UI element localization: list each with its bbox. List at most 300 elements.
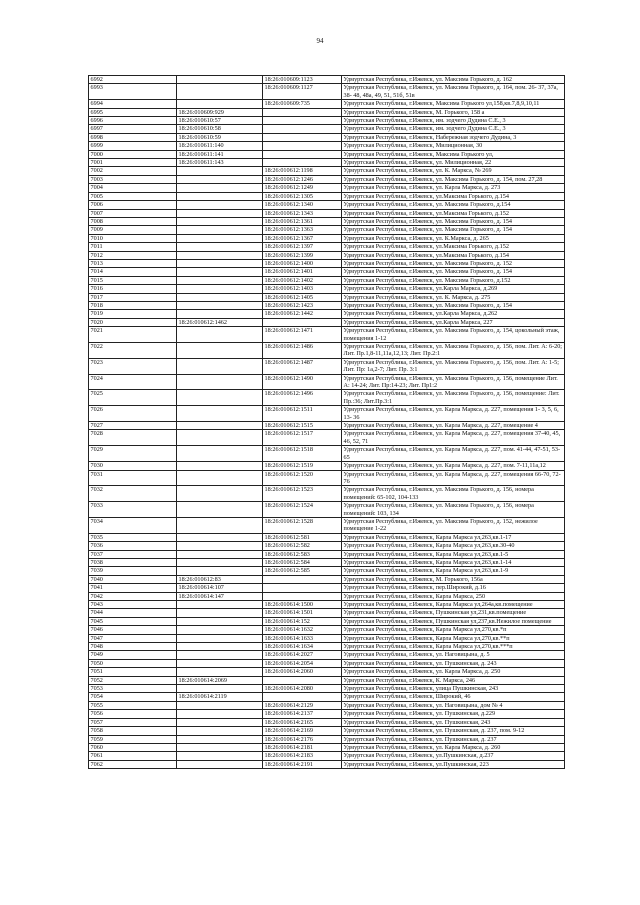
table-row [89, 693, 565, 701]
land-cadastral-number-cell [177, 668, 263, 676]
object-cadastral-number-cell [263, 125, 342, 133]
table-row [89, 390, 565, 406]
address-cell: Удмуртская Республика, г.Ижевск, М. Горького, 156а [342, 575, 565, 583]
row-number-cell: 7060 [89, 743, 177, 751]
land-cadastral-number-cell [177, 617, 263, 625]
address-cell: Удмуртская Республика, г.Ижевск, ул. Милиционная, 22 [342, 159, 565, 167]
object-cadastral-number-cell [263, 108, 342, 116]
row-number-cell: 6997 [89, 125, 177, 133]
address-cell: Удмуртская Республика, г.Ижевск, ул. Карла Маркса, д. 227, пом. 7-11,11а,12 [342, 462, 565, 470]
table-row [89, 76, 565, 84]
object-cadastral-number-cell: 18:26:010612:1402 [263, 276, 342, 284]
table-row [89, 251, 565, 259]
row-number-cell: 7024 [89, 374, 177, 390]
table-row [89, 159, 565, 167]
object-cadastral-number-cell [263, 133, 342, 141]
table-row [89, 651, 565, 659]
address-cell: Удмуртская Республика, г.Ижевск, ул. Максима Горького, д. 154 [342, 226, 565, 234]
row-number-cell: 7012 [89, 251, 177, 259]
address-cell: Удмуртская Республика, г.Ижевск, Милиционная, 30 [342, 142, 565, 150]
table-row [89, 117, 565, 125]
object-cadastral-number-cell: 18:26:010614:152 [263, 617, 342, 625]
table-row [89, 517, 565, 533]
row-number-cell: 7045 [89, 617, 177, 625]
object-cadastral-number-cell [263, 575, 342, 583]
page-number: 94 [316, 37, 324, 45]
address-cell: Удмуртская Республика, г.Ижевск, ул.Максима Горького, д.152 [342, 243, 565, 251]
address-cell: Удмуртская Республика, г.Ижевск, ул. К. Маркса, д. 275 [342, 293, 565, 301]
object-cadastral-number-cell: 18:26:010614:2183 [263, 752, 342, 760]
land-cadastral-number-cell [177, 651, 263, 659]
row-number-cell: 7008 [89, 217, 177, 225]
address-cell: Удмуртская Республика, г.Ижевск, ул. Максима Горького, д. 162 [342, 76, 565, 84]
address-cell: Удмуртская Республика, г.Ижевск, ул. Пушкинская, д.229 [342, 710, 565, 718]
address-cell: Удмуртская Республика, г.Ижевск, ул. Пушкинская, д. 237, пом. 9-12 [342, 727, 565, 735]
object-cadastral-number-cell [263, 117, 342, 125]
address-cell: Удмуртская Республика, г.Ижевск, Набережная зодчего Дудина, 3 [342, 133, 565, 141]
address-cell: Удмуртская Республика, г.Ижевск, М. Горького, 158 а [342, 108, 565, 116]
land-cadastral-number-cell [177, 743, 263, 751]
address-cell: Удмуртская Республика, г.Ижевск, Карла Маркса ул,263,кв.1-5 [342, 550, 565, 558]
row-number-cell: 7058 [89, 727, 177, 735]
row-number-cell: 7009 [89, 226, 177, 234]
row-number-cell: 7053 [89, 685, 177, 693]
object-cadastral-number-cell: 18:26:010614:2191 [263, 760, 342, 768]
object-cadastral-number-cell: 18:26:010612:1400 [263, 259, 342, 267]
object-cadastral-number-cell: 18:26:010612:1515 [263, 422, 342, 430]
address-cell: Удмуртская Республика, г.Ижевск, ул. К.Маркса, д. 265 [342, 234, 565, 242]
table-row [89, 592, 565, 600]
object-cadastral-number-cell [263, 142, 342, 150]
table-row [89, 259, 565, 267]
table-row [89, 301, 565, 309]
row-number-cell: 7035 [89, 533, 177, 541]
table-row [89, 201, 565, 209]
land-cadastral-number-cell [177, 310, 263, 318]
row-number-cell: 7031 [89, 470, 177, 486]
table-row [89, 558, 565, 566]
object-cadastral-number-cell: 18:26:010612:1343 [263, 209, 342, 217]
row-number-cell: 7025 [89, 390, 177, 406]
address-cell: Удмуртская Республика, г.Ижевск, ул. Максима Горького, д. 156, номера помещений: 103, 134 [342, 502, 565, 518]
address-cell: Удмуртская Республика, г.Ижевск, ул. Карла Маркса, д. 227, помещения 37-40, 45, 46, 52, 71 [342, 430, 565, 446]
object-cadastral-number-cell: 18:26:010612:1249 [263, 184, 342, 192]
land-cadastral-number-cell [177, 542, 263, 550]
address-cell: Удмуртская Республика, г.Ижевск, ул. Максима Горького, д. 164, пом. 26- 37, 37а, 38- 48, 48а, 49, 51, 51б, 51в [342, 84, 565, 100]
table-row [89, 617, 565, 625]
row-number-cell: 7011 [89, 243, 177, 251]
object-cadastral-number-cell: 18:26:010609:735 [263, 100, 342, 108]
object-cadastral-number-cell: 18:26:010612:1524 [263, 502, 342, 518]
object-cadastral-number-cell [263, 159, 342, 167]
table-row [89, 285, 565, 293]
object-cadastral-number-cell: 18:26:010612:1523 [263, 486, 342, 502]
land-cadastral-number-cell: 18:26:010609:929 [177, 108, 263, 116]
table-row [89, 358, 565, 374]
object-cadastral-number-cell: 18:26:010614:2137 [263, 710, 342, 718]
row-number-cell: 7049 [89, 651, 177, 659]
table-row [89, 659, 565, 667]
object-cadastral-number-cell: 18:26:010612:1518 [263, 446, 342, 462]
table-row [89, 634, 565, 642]
object-cadastral-number-cell [263, 693, 342, 701]
address-cell: Удмуртская Республика, г.Ижевск, им. зодчего Дудина С.Е., 3 [342, 125, 565, 133]
object-cadastral-number-cell: 18:26:010609:1127 [263, 84, 342, 100]
land-cadastral-number-cell: 18:26:010611:143 [177, 159, 263, 167]
object-cadastral-number-cell: 18:26:010612:1519 [263, 462, 342, 470]
row-number-cell: 7052 [89, 676, 177, 684]
table-row [89, 84, 565, 100]
land-cadastral-number-cell [177, 718, 263, 726]
row-number-cell: 7030 [89, 462, 177, 470]
land-cadastral-number-cell: 18:26:010612:1462 [177, 318, 263, 326]
row-number-cell: 7047 [89, 634, 177, 642]
row-number-cell: 7004 [89, 184, 177, 192]
registry-body [89, 76, 565, 769]
object-cadastral-number-cell: 18:26:010612:585 [263, 567, 342, 575]
land-cadastral-number-cell [177, 601, 263, 609]
table-row [89, 234, 565, 242]
row-number-cell: 7033 [89, 502, 177, 518]
address-cell: Удмуртская Республика, г.Ижевск, ул. Карла Маркса, д. 227, помещения 1- 3, 5, 6, 13- 36 [342, 406, 565, 422]
land-cadastral-number-cell [177, 517, 263, 533]
row-number-cell: 7023 [89, 358, 177, 374]
land-cadastral-number-cell [177, 243, 263, 251]
row-number-cell: 7059 [89, 735, 177, 743]
object-cadastral-number-cell [263, 318, 342, 326]
table-row [89, 446, 565, 462]
address-cell: Удмуртская Республика, г.Ижевск, ул. Максима Горького, д. 152, нежилое помещение 1-22 [342, 517, 565, 533]
address-cell: Удмуртская Республика, г.Ижевск, Пушкинская ул,231,кв.помещение [342, 609, 565, 617]
table-row [89, 167, 565, 175]
row-number-cell: 7051 [89, 668, 177, 676]
table-row [89, 100, 565, 108]
land-cadastral-number-cell: 18:26:010612:83 [177, 575, 263, 583]
row-number-cell: 6998 [89, 133, 177, 141]
land-cadastral-number-cell [177, 201, 263, 209]
address-cell: Удмуртская Республика, г.Ижевск, Широкий, 46 [342, 693, 565, 701]
object-cadastral-number-cell: 18:26:010612:584 [263, 558, 342, 566]
table-row [89, 150, 565, 158]
object-cadastral-number-cell: 18:26:010612:1442 [263, 310, 342, 318]
object-cadastral-number-cell: 18:26:010612:1367 [263, 234, 342, 242]
table-row [89, 676, 565, 684]
table-row [89, 701, 565, 709]
address-cell: Удмуртская Республика, г.Ижевск, ул. Карла Маркса, д. 227, пом. 41-44, 47-51, 53-65 [342, 446, 565, 462]
row-number-cell: 7048 [89, 643, 177, 651]
row-number-cell: 7021 [89, 327, 177, 343]
land-cadastral-number-cell [177, 446, 263, 462]
address-cell: Удмуртская Республика, г.Ижевск, Карла Маркса ул,264а,кв.помещение [342, 601, 565, 609]
object-cadastral-number-cell: 18:26:010614:2169 [263, 727, 342, 735]
land-cadastral-number-cell [177, 251, 263, 259]
address-cell: Удмуртская Республика, г.Ижевск, ул. Наговицына, д. 5 [342, 651, 565, 659]
land-cadastral-number-cell [177, 259, 263, 267]
object-cadastral-number-cell [263, 676, 342, 684]
land-cadastral-number-cell: 18:26:010611:141 [177, 150, 263, 158]
row-number-cell: 7019 [89, 310, 177, 318]
land-cadastral-number-cell [177, 486, 263, 502]
address-cell: Удмуртская Республика, г.Ижевск, ул. Карла Маркса, д. 260 [342, 743, 565, 751]
object-cadastral-number-cell: 18:26:010614:1634 [263, 643, 342, 651]
land-cadastral-number-cell: 18:26:010614:147 [177, 592, 263, 600]
row-number-cell: 7050 [89, 659, 177, 667]
address-cell: Удмуртская Республика, г.Ижевск, Карла Маркса ул,263,кв.1-14 [342, 558, 565, 566]
row-number-cell: 7005 [89, 192, 177, 200]
land-cadastral-number-cell [177, 659, 263, 667]
object-cadastral-number-cell: 18:26:010612:1405 [263, 293, 342, 301]
land-cadastral-number-cell: 18:26:010614:107 [177, 584, 263, 592]
address-cell: Удмуртская Республика, г.Ижевск, Карла Маркса, 250 [342, 592, 565, 600]
row-number-cell: 7046 [89, 626, 177, 634]
address-cell: Удмуртская Республика, г.Ижевск, ул.Карла Маркса, 227 [342, 318, 565, 326]
object-cadastral-number-cell: 18:26:010612:1471 [263, 327, 342, 343]
land-cadastral-number-cell: 18:26:010614:2069 [177, 676, 263, 684]
address-cell: Удмуртская Республика, г.Ижевск, ул. Максима Горького, д. 156, помещение Лит. А: 14-24; Лит. Пр:14-23; Лит. Пр1:2 [342, 374, 565, 390]
row-number-cell: 7015 [89, 276, 177, 284]
address-cell: Удмуртская Республика, г.Ижевск, Карла Маркса ул,270,кв.**п [342, 634, 565, 642]
table-row [89, 668, 565, 676]
object-cadastral-number-cell: 18:26:010612:1496 [263, 390, 342, 406]
row-number-cell: 6992 [89, 76, 177, 84]
table-row [89, 184, 565, 192]
land-cadastral-number-cell [177, 84, 263, 100]
land-cadastral-number-cell [177, 226, 263, 234]
row-number-cell: 7007 [89, 209, 177, 217]
land-cadastral-number-cell [177, 390, 263, 406]
row-number-cell: 7017 [89, 293, 177, 301]
row-number-cell: 7062 [89, 760, 177, 768]
row-number-cell: 7032 [89, 486, 177, 502]
row-number-cell: 6994 [89, 100, 177, 108]
table-row [89, 343, 565, 359]
table-row [89, 727, 565, 735]
address-cell: Удмуртская Республика, г.Ижевск, ул. Максима Горького, д. 154 [342, 301, 565, 309]
table-row [89, 226, 565, 234]
row-number-cell: 7054 [89, 693, 177, 701]
land-cadastral-number-cell [177, 422, 263, 430]
table-row [89, 125, 565, 133]
land-cadastral-number-cell [177, 626, 263, 634]
object-cadastral-number-cell: 18:26:010612:1198 [263, 167, 342, 175]
land-cadastral-number-cell [177, 343, 263, 359]
land-cadastral-number-cell [177, 567, 263, 575]
land-cadastral-number-cell [177, 217, 263, 225]
row-number-cell: 6999 [89, 142, 177, 150]
land-cadastral-number-cell [177, 752, 263, 760]
table-row [89, 374, 565, 390]
row-number-cell: 7057 [89, 718, 177, 726]
address-cell: Удмуртская Республика, г.Ижевск, ул.Пушкинская, 223 [342, 760, 565, 768]
land-cadastral-number-cell [177, 175, 263, 183]
land-cadastral-number-cell [177, 268, 263, 276]
property-registry-table [88, 75, 565, 769]
land-cadastral-number-cell [177, 209, 263, 217]
land-cadastral-number-cell [177, 301, 263, 309]
address-cell: Удмуртская Республика, г.Ижевск, ул. Карла Маркса, д. 273 [342, 184, 565, 192]
object-cadastral-number-cell: 18:26:010612:1528 [263, 517, 342, 533]
land-cadastral-number-cell [177, 462, 263, 470]
table-row [89, 276, 565, 284]
address-cell: Удмуртская Республика, г.Ижевск, Карла Маркса ул,263,кв.1-9 [342, 567, 565, 575]
address-cell: Удмуртская Республика, г.Ижевск, ул. Максима Горького, д. 154 [342, 268, 565, 276]
table-row [89, 310, 565, 318]
table-row [89, 710, 565, 718]
table-row [89, 685, 565, 693]
land-cadastral-number-cell [177, 502, 263, 518]
object-cadastral-number-cell [263, 150, 342, 158]
address-cell: Удмуртская Республика, г.Ижевск, ул. Пушкинская, д. 237 [342, 735, 565, 743]
object-cadastral-number-cell: 18:26:010612:1397 [263, 243, 342, 251]
row-number-cell: 7020 [89, 318, 177, 326]
row-number-cell: 7061 [89, 752, 177, 760]
row-number-cell: 7056 [89, 710, 177, 718]
object-cadastral-number-cell: 18:26:010609:1123 [263, 76, 342, 84]
address-cell: Удмуртская Республика, г.Ижевск, ул. Максима Горького, д.152 [342, 276, 565, 284]
row-number-cell: 7037 [89, 550, 177, 558]
address-cell: Удмуртская Республика, г.Ижевск, ул. Максима Горького, д. 156, пом. Лит. А: 1-5; Лит. Пр: 1а,2-7; Лит. Пр. 3:1 [342, 358, 565, 374]
land-cadastral-number-cell [177, 609, 263, 617]
address-cell: Удмуртская Республика, г.Ижевск, ул. Максима Горького, д. 156, номера помещений: 65-102, 104-133 [342, 486, 565, 502]
address-cell: Удмуртская Республика, г.Ижевск, Карла Маркса ул,270,кв.*п [342, 626, 565, 634]
address-cell: Удмуртская Республика, г.Ижевск, Карла Маркса ул,263,кв.1-17 [342, 533, 565, 541]
object-cadastral-number-cell: 18:26:010614:2060 [263, 668, 342, 676]
table-row [89, 743, 565, 751]
address-cell: Удмуртская Республика, г.Ижевск, ул.Пушкинская, д.237 [342, 752, 565, 760]
land-cadastral-number-cell [177, 276, 263, 284]
land-cadastral-number-cell [177, 643, 263, 651]
address-cell: Удмуртская Республика, г.Ижевск, Пушкинская ул,237,кв.Нежилое помещение [342, 617, 565, 625]
table-row [89, 626, 565, 634]
address-cell: Удмуртская Республика, г.Ижевск, ул. Максима Горького, д.154 [342, 201, 565, 209]
object-cadastral-number-cell: 18:26:010612:582 [263, 542, 342, 550]
row-number-cell: 7036 [89, 542, 177, 550]
address-cell: Удмуртская Республика, г.Ижевск, ул.Максима Горького, д.152 [342, 209, 565, 217]
table-row [89, 550, 565, 558]
row-number-cell: 7002 [89, 167, 177, 175]
land-cadastral-number-cell [177, 701, 263, 709]
address-cell: Удмуртская Республика, г.Ижевск, им. зодчего Дудина С.Е., 3 [342, 117, 565, 125]
land-cadastral-number-cell [177, 430, 263, 446]
table-row [89, 406, 565, 422]
object-cadastral-number-cell: 18:26:010614:2054 [263, 659, 342, 667]
table-row [89, 133, 565, 141]
table-row [89, 422, 565, 430]
address-cell: Удмуртская Республика, г.Ижевск, Максима Горького ул,158,кв.7,8,9,10,11 [342, 100, 565, 108]
object-cadastral-number-cell [263, 592, 342, 600]
land-cadastral-number-cell [177, 558, 263, 566]
land-cadastral-number-cell [177, 710, 263, 718]
object-cadastral-number-cell: 18:26:010612:1487 [263, 358, 342, 374]
row-number-cell: 7027 [89, 422, 177, 430]
address-cell: Удмуртская Республика, г.Ижевск, ул. Максима Горького, д. 154 [342, 217, 565, 225]
row-number-cell: 7013 [89, 259, 177, 267]
object-cadastral-number-cell: 18:26:010614:1632 [263, 626, 342, 634]
table-row [89, 243, 565, 251]
object-cadastral-number-cell: 18:26:010612:1517 [263, 430, 342, 446]
row-number-cell: 7006 [89, 201, 177, 209]
row-number-cell: 7040 [89, 575, 177, 583]
object-cadastral-number-cell: 18:26:010614:1501 [263, 609, 342, 617]
row-number-cell: 7038 [89, 558, 177, 566]
object-cadastral-number-cell: 18:26:010612:1361 [263, 217, 342, 225]
object-cadastral-number-cell: 18:26:010614:1500 [263, 601, 342, 609]
table-row [89, 584, 565, 592]
table-row [89, 217, 565, 225]
table-row [89, 567, 565, 575]
row-number-cell: 7043 [89, 601, 177, 609]
table-row [89, 760, 565, 768]
address-cell: Удмуртская Республика, г.Ижевск, ул.Карла Маркса, д.262 [342, 310, 565, 318]
object-cadastral-number-cell: 18:26:010614:2129 [263, 701, 342, 709]
row-number-cell: 7028 [89, 430, 177, 446]
land-cadastral-number-cell [177, 533, 263, 541]
land-cadastral-number-cell [177, 727, 263, 735]
table-row [89, 752, 565, 760]
address-cell: Удмуртская Республика, г.Ижевск, ул. Наговицына, дом № 4 [342, 701, 565, 709]
table-row [89, 192, 565, 200]
object-cadastral-number-cell: 18:26:010612:1403 [263, 285, 342, 293]
table-row [89, 601, 565, 609]
table-row [89, 575, 565, 583]
address-cell: Удмуртская Республика, г.Ижевск, ул. Пушкинская, 243 [342, 718, 565, 726]
land-cadastral-number-cell: 18:26:010610:59 [177, 133, 263, 141]
land-cadastral-number-cell [177, 192, 263, 200]
object-cadastral-number-cell: 18:26:010612:581 [263, 533, 342, 541]
address-cell: Удмуртская Республика, г.Ижевск, ул.Максима Горького, д.154 [342, 192, 565, 200]
land-cadastral-number-cell: 18:26:010610:57 [177, 117, 263, 125]
address-cell: Удмуртская Республика, г.Ижевск, ул. Максима Горького, д. 154, пом. 27,28 [342, 175, 565, 183]
row-number-cell: 7034 [89, 517, 177, 533]
address-cell: Удмуртская Республика, г.Ижевск, ул. Максима Горького, д. 154, цокольный этаж, помещения 1-12 [342, 327, 565, 343]
land-cadastral-number-cell [177, 550, 263, 558]
land-cadastral-number-cell [177, 735, 263, 743]
row-number-cell: 7055 [89, 701, 177, 709]
object-cadastral-number-cell: 18:26:010614:2027 [263, 651, 342, 659]
table-row [89, 462, 565, 470]
table-row [89, 175, 565, 183]
land-cadastral-number-cell: 18:26:010614:2119 [177, 693, 263, 701]
object-cadastral-number-cell: 18:26:010612:1305 [263, 192, 342, 200]
land-cadastral-number-cell [177, 685, 263, 693]
row-number-cell: 7042 [89, 592, 177, 600]
table-row [89, 318, 565, 326]
land-cadastral-number-cell: 18:26:010611:140 [177, 142, 263, 150]
land-cadastral-number-cell [177, 293, 263, 301]
table-row [89, 430, 565, 446]
object-cadastral-number-cell: 18:26:010612:1340 [263, 201, 342, 209]
row-number-cell: 7010 [89, 234, 177, 242]
address-cell: Удмуртская Республика, г.Ижевск, ул. Карла Маркса, д. 250 [342, 668, 565, 676]
address-cell: Удмуртская Республика, г.Ижевск, ул. Карла Маркса, д. 227, помещение 4 [342, 422, 565, 430]
land-cadastral-number-cell [177, 327, 263, 343]
address-cell: Удмуртская Республика, г.Ижевск, ул. К. Маркса, № 269 [342, 167, 565, 175]
row-number-cell: 7000 [89, 150, 177, 158]
address-cell: Удмуртская Республика, г.Ижевск, пер.Широкий, д.16 [342, 584, 565, 592]
object-cadastral-number-cell [263, 584, 342, 592]
address-cell: Удмуртская Республика, г.Ижевск, ул.Карла Маркса, д.269 [342, 285, 565, 293]
table-row [89, 108, 565, 116]
address-cell: Удмуртская Республика, г.Ижевск, ул. Максима Горького, д. 156, помещение: Лит. Пр.:36; Лит.Пр.3:1 [342, 390, 565, 406]
address-cell: Удмуртская Республика, г.Ижевск, ул. Максима Горького, д. 152 [342, 259, 565, 267]
land-cadastral-number-cell [177, 167, 263, 175]
table-row [89, 533, 565, 541]
table-row [89, 643, 565, 651]
land-cadastral-number-cell [177, 76, 263, 84]
table-row [89, 209, 565, 217]
address-cell: Удмуртская Республика, г.Ижевск, Максима Горького ул, [342, 150, 565, 158]
land-cadastral-number-cell [177, 100, 263, 108]
